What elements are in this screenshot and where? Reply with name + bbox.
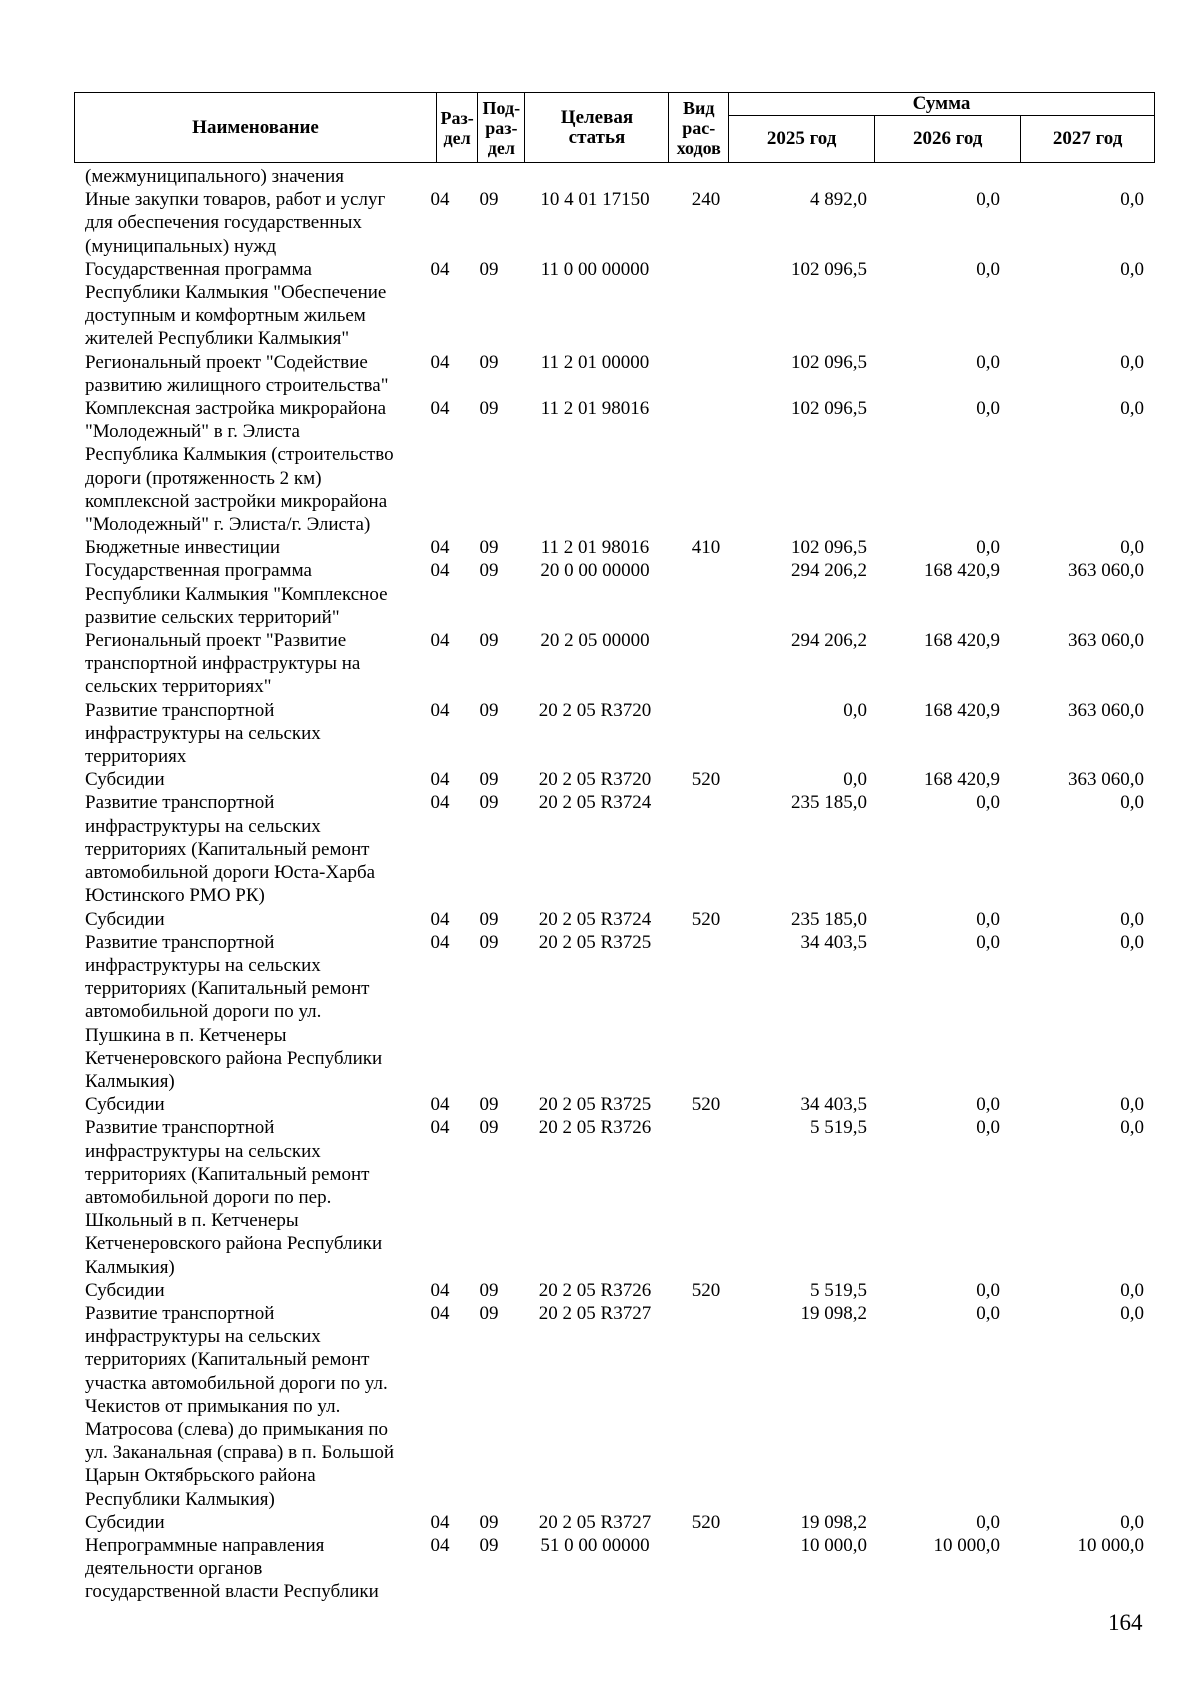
cell-podrazdel: 09	[479, 560, 499, 582]
row-name	[85, 188, 415, 258]
cell-y2025: 5 519,5	[810, 1117, 867, 1139]
cell-y2026: 0,0	[976, 908, 1000, 930]
row-name-line: Республики Калмыкия)	[85, 1488, 275, 1510]
cell-statya: 20 2 05 R3720	[538, 769, 652, 791]
cell-vid: 520	[691, 769, 721, 791]
cell-razdel: 04	[430, 699, 450, 721]
cell-y2027: 0,0	[1120, 537, 1144, 559]
cell-y2025: 4 892,0	[810, 189, 867, 211]
row-name-line: Комплексная застройка микрорайона	[85, 398, 387, 420]
row-name-line: дороги (протяженность 2 км)	[85, 467, 322, 489]
cell-podrazdel: 09	[479, 537, 499, 559]
row-name-line: развитию жилищного строительства"	[85, 374, 389, 396]
cell-y2025: 19 098,2	[800, 1302, 867, 1324]
cell-statya: 20 2 05 R3726	[538, 1117, 652, 1139]
cell-razdel: 04	[430, 1117, 450, 1139]
table-row	[74, 1279, 1155, 1302]
row-name-line: деятельности органов	[85, 1558, 263, 1580]
row-name-line: территориях	[85, 746, 187, 768]
header-vid: Вид рас- ходов	[669, 93, 729, 163]
row-name-line: инфраструктуры на сельских	[85, 722, 321, 744]
cell-podrazdel: 09	[479, 630, 499, 652]
row-name-line: для обеспечения государственных	[85, 212, 362, 234]
cell-razdel: 04	[430, 908, 450, 930]
cell-razdel: 04	[430, 931, 450, 953]
cell-y2025: 0,0	[843, 699, 867, 721]
cell-statya: 20 2 05 R3727	[538, 1302, 652, 1324]
row-name-line: автомобильной дороги Юста-Харба	[85, 862, 376, 884]
cell-y2027: 363 060,0	[1068, 560, 1144, 582]
cell-y2027: 0,0	[1120, 792, 1144, 814]
cell-podrazdel: 09	[479, 258, 499, 280]
header-razdel: Раз- дел	[437, 93, 478, 163]
cell-y2025: 34 403,5	[800, 931, 867, 953]
cell-razdel: 04	[430, 792, 450, 814]
cell-razdel: 04	[430, 1279, 450, 1301]
row-name-line: Региональный проект "Развитие	[85, 630, 347, 652]
cell-statya: 11 2 01 98016	[540, 398, 650, 420]
cell-vid: 410	[691, 537, 721, 559]
cell-razdel: 04	[430, 560, 450, 582]
row-name-line: Калмыкия)	[85, 1256, 175, 1278]
header-2026: 2026 год	[875, 116, 1021, 163]
row-name	[85, 536, 415, 559]
cell-y2025: 102 096,5	[791, 537, 867, 559]
row-name-line: территориях (Капитальный ремонт	[85, 1163, 370, 1185]
cell-y2027: 0,0	[1120, 931, 1144, 953]
cell-statya: 20 2 05 R3725	[538, 1094, 652, 1116]
row-name-line: Развитие транспортной	[85, 792, 275, 814]
cell-y2026: 0,0	[976, 537, 1000, 559]
cell-y2026: 168 420,9	[924, 630, 1000, 652]
header-summa: Сумма	[729, 93, 1155, 116]
table-row	[74, 536, 1155, 559]
row-name-line: участка автомобильной дороги по ул.	[85, 1372, 388, 1394]
cell-vid: 520	[691, 908, 721, 930]
row-name-line: Государственная программа	[85, 258, 312, 280]
table-row	[74, 559, 1155, 629]
cell-y2026: 0,0	[976, 258, 1000, 280]
cell-razdel: 04	[430, 537, 450, 559]
row-name	[85, 931, 415, 1093]
row-name-line: территориях (Капитальный ремонт	[85, 1349, 370, 1371]
row-name-line: Республики Калмыкия "Обеспечение	[85, 282, 387, 304]
cell-y2027: 0,0	[1120, 908, 1144, 930]
cell-y2026: 0,0	[976, 398, 1000, 420]
cell-podrazdel: 09	[479, 189, 499, 211]
cell-y2027: 0,0	[1120, 1302, 1144, 1324]
cell-vid: 240	[691, 189, 721, 211]
cell-vid: 520	[691, 1511, 721, 1533]
header-2027: 2027 год	[1021, 116, 1155, 163]
row-name-line: Юстинского РМО РК)	[85, 885, 265, 907]
cell-podrazdel: 09	[479, 769, 499, 791]
row-name-line: "Молодежный" в г. Элиста	[85, 421, 300, 443]
table-row	[74, 1302, 1155, 1511]
cell-podrazdel: 09	[479, 398, 499, 420]
cell-statya: 11 2 01 00000	[540, 351, 650, 373]
cell-vid: 520	[691, 1279, 721, 1301]
row-name	[85, 1534, 415, 1604]
row-name	[85, 629, 415, 699]
table-row	[74, 351, 1155, 397]
page-number: 164	[1108, 1610, 1143, 1635]
row-name-line: (межмуниципального) значения	[85, 166, 344, 187]
cell-y2026: 0,0	[976, 931, 1000, 953]
cell-podrazdel: 09	[479, 1117, 499, 1139]
cell-y2027: 0,0	[1120, 1117, 1144, 1139]
row-name-line: Пушкина в п. Кетченеры	[85, 1024, 287, 1046]
cell-razdel: 04	[430, 189, 450, 211]
cell-statya: 20 2 05 00000	[540, 630, 650, 652]
row-name	[85, 1511, 415, 1534]
row-name	[85, 908, 415, 931]
table-row	[74, 908, 1155, 931]
row-name	[85, 1116, 415, 1278]
table-row	[74, 397, 1155, 536]
cell-y2027: 0,0	[1120, 258, 1144, 280]
row-name	[85, 791, 415, 907]
cell-razdel: 04	[430, 1511, 450, 1533]
cell-statya: 20 2 05 R3726	[538, 1279, 652, 1301]
cell-y2026: 0,0	[976, 1117, 1000, 1139]
cell-razdel: 04	[430, 1094, 450, 1116]
cell-podrazdel: 09	[479, 1511, 499, 1533]
cell-y2025: 235 185,0	[791, 908, 867, 930]
row-name-line: Калмыкия)	[85, 1070, 175, 1092]
cell-y2025: 294 206,2	[791, 560, 867, 582]
table-row	[74, 258, 1155, 351]
row-name	[85, 1302, 415, 1511]
cell-y2027: 363 060,0	[1068, 630, 1144, 652]
cell-y2027: 0,0	[1120, 1094, 1144, 1116]
row-name-line: инфраструктуры на сельских	[85, 815, 321, 837]
cell-podrazdel: 09	[479, 1094, 499, 1116]
cell-y2025: 5 519,5	[810, 1279, 867, 1301]
row-name-line: инфраструктуры на сельских	[85, 1140, 321, 1162]
cell-y2025: 102 096,5	[791, 258, 867, 280]
cell-vid: 520	[691, 1094, 721, 1116]
row-name-line: Кетченеровского района Республики	[85, 1233, 383, 1255]
cell-y2025: 102 096,5	[791, 351, 867, 373]
cell-podrazdel: 09	[479, 908, 499, 930]
cell-y2027: 10 000,0	[1077, 1534, 1144, 1556]
row-name-line: Развитие транспортной	[85, 699, 275, 721]
cell-y2026: 0,0	[976, 1094, 1000, 1116]
header-podrazdel: Под- раз- дел	[478, 93, 525, 163]
cell-y2026: 10 000,0	[933, 1534, 1000, 1556]
row-name-line: инфраструктуры на сельских	[85, 1326, 321, 1348]
cell-y2027: 363 060,0	[1068, 769, 1144, 791]
row-name-line: жителей Республики Калмыкия"	[85, 328, 350, 350]
row-name-line: Матросова (слева) до примыкания по	[85, 1418, 388, 1440]
row-name-line: Развитие транспортной	[85, 1302, 275, 1324]
cell-y2025: 0,0	[843, 769, 867, 791]
table-row	[74, 1116, 1155, 1278]
row-name-line: комплексной застройки микрорайона	[85, 490, 388, 512]
row-name-line: Чекистов от примыкания по ул.	[85, 1395, 341, 1417]
table-row	[74, 931, 1155, 1093]
row-name-line: Субсидии	[85, 1511, 165, 1533]
cell-y2027: 0,0	[1120, 1511, 1144, 1533]
cell-podrazdel: 09	[479, 699, 499, 721]
row-name-line: Школьный в п. Кетченеры	[85, 1210, 299, 1232]
row-name-line: инфраструктуры на сельских	[85, 954, 321, 976]
cell-y2026: 0,0	[976, 792, 1000, 814]
row-name	[85, 1279, 415, 1302]
row-name-line: территориях (Капитальный ремонт	[85, 838, 370, 860]
cell-razdel: 04	[430, 351, 450, 373]
cell-statya: 20 2 05 R3727	[538, 1511, 652, 1533]
cell-statya: 20 2 05 R3724	[538, 908, 652, 930]
header-name: Наименование	[75, 93, 437, 163]
cell-razdel: 04	[430, 769, 450, 791]
row-name-line: государственной власти Республики	[85, 1581, 379, 1603]
table-row	[74, 768, 1155, 791]
cell-y2025: 294 206,2	[791, 630, 867, 652]
table-row	[74, 699, 1155, 769]
cell-y2026: 168 420,9	[924, 699, 1000, 721]
row-name-line: Непрограммные направления	[85, 1534, 325, 1556]
row-name-line: Республика Калмыкия (строительство	[85, 444, 394, 466]
row-name	[85, 397, 415, 536]
cell-statya: 20 0 00 00000	[540, 560, 650, 582]
cell-y2025: 19 098,2	[800, 1511, 867, 1533]
table-body	[74, 165, 1155, 1604]
cell-statya: 20 2 05 R3720	[538, 699, 652, 721]
table-row	[74, 165, 1155, 188]
row-name-line: Развитие транспортной	[85, 931, 275, 953]
row-name-line: Субсидии	[85, 769, 165, 791]
cell-y2025: 34 403,5	[800, 1094, 867, 1116]
row-name-line: ул. Заканальная (справа) в п. Большой	[85, 1442, 395, 1464]
row-name-line: территориях (Капитальный ремонт	[85, 978, 370, 1000]
row-name-line: Кетченеровского района Республики	[85, 1047, 383, 1069]
row-name	[85, 699, 415, 769]
table-row	[74, 1093, 1155, 1116]
row-name	[85, 258, 415, 351]
cell-podrazdel: 09	[479, 1302, 499, 1324]
cell-podrazdel: 09	[479, 1279, 499, 1301]
row-name-line: автомобильной дороги по пер.	[85, 1186, 332, 1208]
cell-y2026: 0,0	[976, 189, 1000, 211]
cell-razdel: 04	[430, 1302, 450, 1324]
cell-y2026: 0,0	[976, 1279, 1000, 1301]
cell-y2026: 0,0	[976, 1302, 1000, 1324]
row-name-line: Бюджетные инвестиции	[85, 537, 281, 559]
table-row	[74, 1534, 1155, 1604]
cell-statya: 11 2 01 98016	[540, 537, 650, 559]
row-name-line: Иные закупки товаров, работ и услуг	[85, 189, 386, 211]
row-name-line: автомобильной дороги по ул.	[85, 1001, 322, 1023]
table-header	[74, 92, 1155, 163]
table-row	[74, 188, 1155, 258]
cell-y2027: 363 060,0	[1068, 699, 1144, 721]
row-name-line: Царын Октябрьского района	[85, 1465, 316, 1487]
row-name	[85, 768, 415, 791]
cell-podrazdel: 09	[479, 792, 499, 814]
cell-y2025: 102 096,5	[791, 398, 867, 420]
row-name-line: (муниципальных) нужд	[85, 235, 277, 257]
table-row	[74, 1511, 1155, 1534]
row-name	[85, 165, 415, 188]
cell-y2025: 10 000,0	[800, 1534, 867, 1556]
row-name-line: Республики Калмыкия "Комплексное	[85, 583, 388, 605]
row-name-line: Развитие транспортной	[85, 1117, 275, 1139]
cell-y2027: 0,0	[1120, 1279, 1144, 1301]
cell-podrazdel: 09	[479, 1534, 499, 1556]
cell-razdel: 04	[430, 398, 450, 420]
cell-statya: 10 4 01 17150	[540, 189, 650, 211]
row-name-line: транспортной инфраструктуры на	[85, 653, 361, 675]
row-name-line: "Молодежный" г. Элиста/г. Элиста)	[85, 514, 371, 536]
cell-y2026: 0,0	[976, 351, 1000, 373]
cell-statya: 20 2 05 R3725	[538, 931, 652, 953]
row-name-line: Субсидии	[85, 1279, 165, 1301]
row-name	[85, 351, 415, 397]
cell-razdel: 04	[430, 630, 450, 652]
cell-y2025: 235 185,0	[791, 792, 867, 814]
cell-razdel: 04	[430, 1534, 450, 1556]
row-name	[85, 1093, 415, 1116]
row-name-line: развитие сельских территорий"	[85, 606, 340, 628]
cell-y2027: 0,0	[1120, 398, 1144, 420]
row-name-line: Субсидии	[85, 908, 165, 930]
cell-podrazdel: 09	[479, 931, 499, 953]
cell-y2026: 168 420,9	[924, 560, 1000, 582]
cell-y2027: 0,0	[1120, 351, 1144, 373]
cell-statya: 20 2 05 R3724	[538, 792, 652, 814]
row-name-line: Субсидии	[85, 1094, 165, 1116]
header-2025: 2025 год	[729, 116, 875, 163]
row-name-line: Региональный проект "Содействие	[85, 351, 368, 373]
cell-statya: 51 0 00 00000	[540, 1534, 650, 1556]
header-statya: Целевая статья	[525, 93, 669, 163]
row-name-line: доступным и комфортным жильем	[85, 305, 366, 327]
cell-y2027: 0,0	[1120, 189, 1144, 211]
cell-y2026: 168 420,9	[924, 769, 1000, 791]
cell-razdel: 04	[430, 258, 450, 280]
cell-podrazdel: 09	[479, 351, 499, 373]
row-name-line: Государственная программа	[85, 560, 312, 582]
table-row	[74, 791, 1155, 907]
table-row	[74, 629, 1155, 699]
row-name	[85, 559, 415, 629]
cell-y2026: 0,0	[976, 1511, 1000, 1533]
row-name-line: сельских территориях"	[85, 676, 272, 698]
cell-statya: 11 0 00 00000	[540, 258, 650, 280]
